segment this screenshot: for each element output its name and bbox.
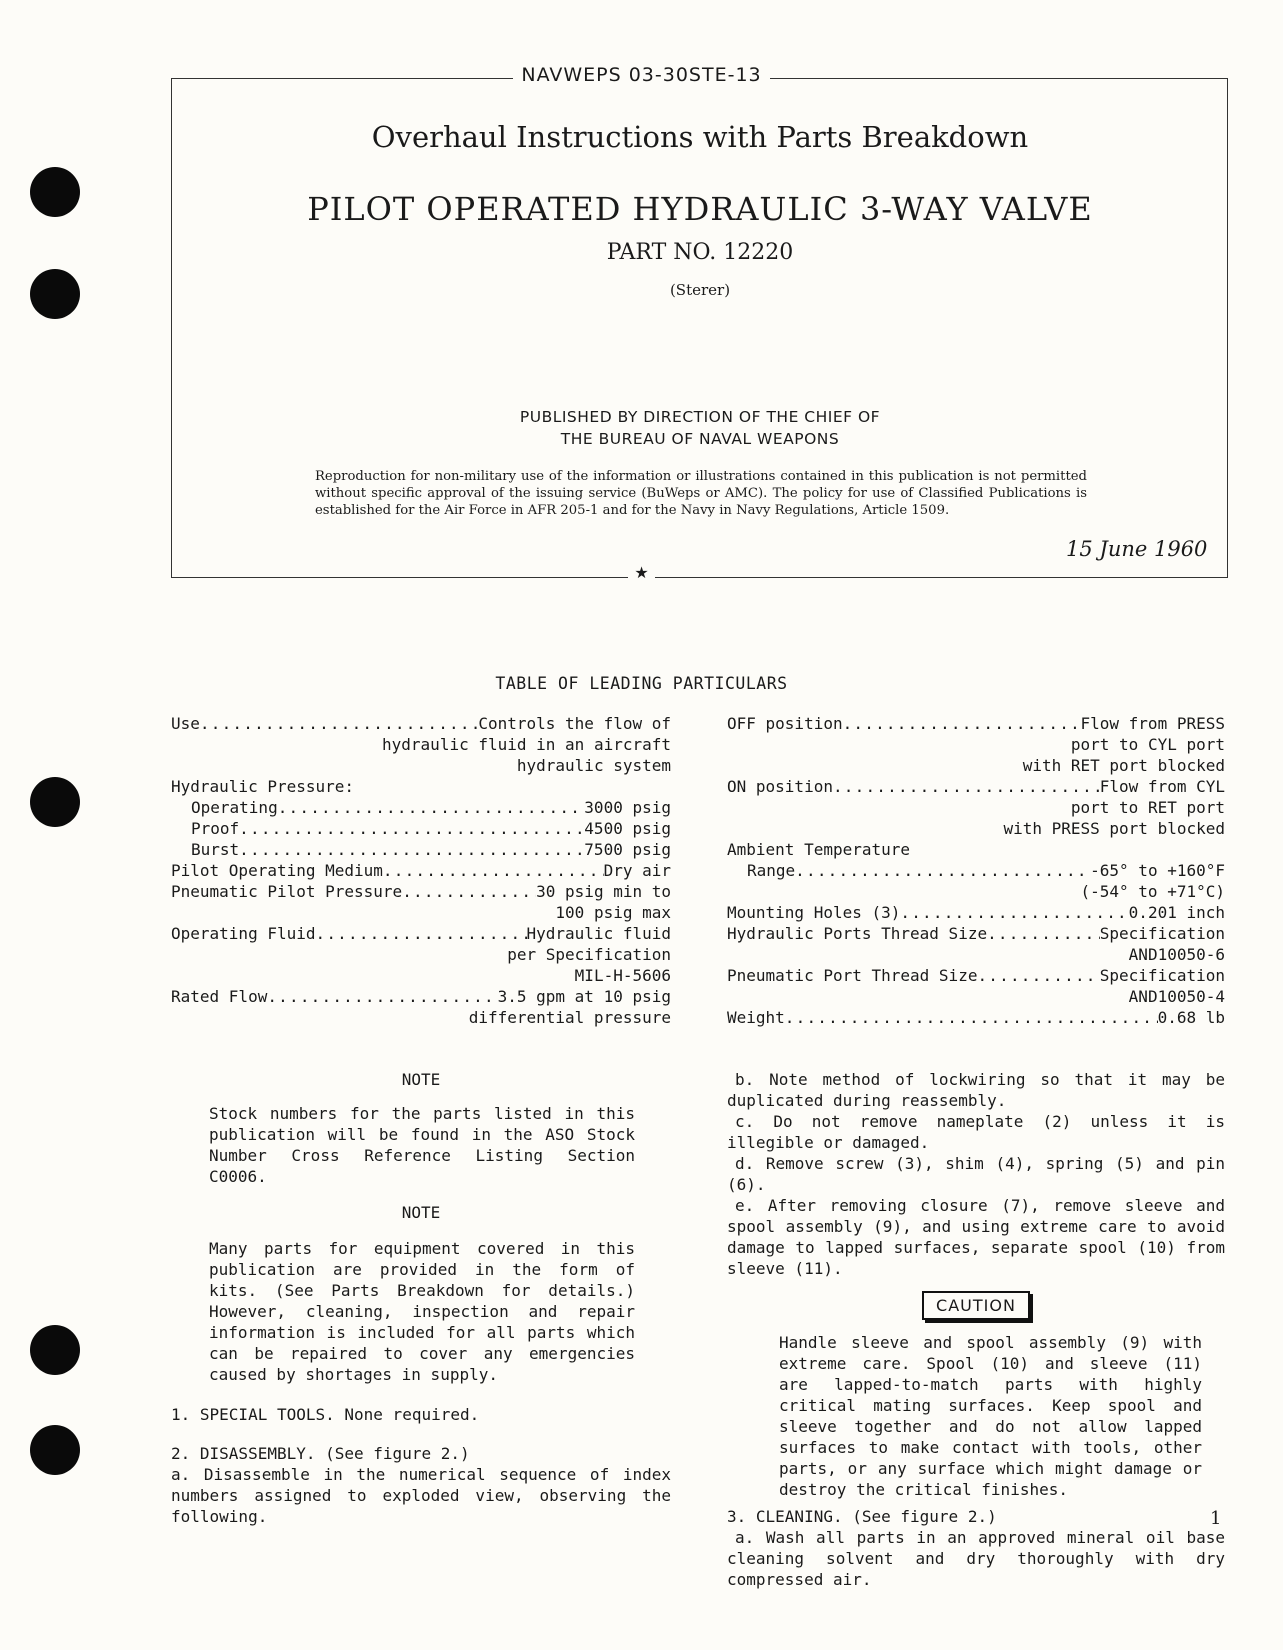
operating-fluid-value-2: per Specification bbox=[507, 945, 671, 964]
repro-line-3: established for the Air Force in AFR 205-1 and for the Navy in Navy Regulations, Article 1509. bbox=[315, 503, 950, 518]
burst-value: 7500 psig bbox=[584, 840, 671, 859]
mounting-holes-value: 0.201 inch bbox=[1128, 903, 1225, 922]
use-label: Use bbox=[171, 714, 200, 733]
pneumatic-thread-value-2: AND10050-4 bbox=[1128, 987, 1225, 1006]
pneumatic-thread-value: Specification bbox=[1099, 966, 1225, 985]
on-position-value-2: port to RET port bbox=[1070, 798, 1225, 817]
operating-fluid-label: Operating Fluid bbox=[171, 924, 316, 943]
cleaning-heading: 3. CLEANING. (See figure 2.) bbox=[727, 1507, 997, 1526]
step-e: e. After removing closure (7), remove sleeve and spool assembly (9), and using extreme care to avoid damage to lapped surfaces, separate spool (10) from sleeve (11). bbox=[727, 1196, 1225, 1278]
reproduction-notice bbox=[315, 468, 1087, 519]
step-b: b. Note method of lockwiring so that it may be duplicated during reassembly. bbox=[727, 1070, 1225, 1110]
published-by bbox=[171, 406, 1229, 450]
publication-date: 15 June 1960 bbox=[1066, 537, 1208, 561]
hydraulic-thread-value-2: AND10050-6 bbox=[1128, 945, 1225, 964]
use-value-2: hydraulic fluid in an aircraft bbox=[382, 735, 671, 754]
hydraulic-pressure-label: Hydraulic Pressure: bbox=[171, 777, 355, 796]
mounting-holes-label: Mounting Holes (3) bbox=[727, 903, 901, 922]
on-position-value-3: with PRESS port blocked bbox=[1003, 819, 1225, 838]
caution-text: Handle sleeve and spool assembly (9) with extreme care. Spool (10) and sleeve (11) are lapped-to-match parts with highly critical mating surfaces. Keep spool and sleeve together and do not allow lapped surfaces to make contact with tools, other parts, or any surface which might damage or destroy the critical finishes. bbox=[779, 1333, 1202, 1499]
off-position-value-3: with RET port blocked bbox=[1022, 756, 1225, 775]
repro-line-1: Reproduction for non-military use of the information or illustrations contained in this publication is not permitted bbox=[315, 469, 1087, 484]
published-line-1: PUBLISHED BY DIRECTION OF THE CHIEF OF bbox=[519, 408, 881, 426]
on-position-label: ON position bbox=[727, 777, 833, 796]
title-line-2: PILOT OPERATED HYDRAULIC 3-WAY VALVE bbox=[307, 190, 1093, 228]
off-position-label: OFF position bbox=[727, 714, 843, 733]
binder-hole-3 bbox=[30, 777, 80, 827]
pilot-medium-value: Dry air bbox=[603, 861, 671, 880]
hydraulic-thread-label: Hydraulic Ports Thread Size bbox=[727, 924, 988, 943]
part-number: PART NO. 12220 bbox=[606, 240, 794, 265]
operating-fluid-value-3: MIL-H-5606 bbox=[574, 966, 671, 985]
pilot-pressure-value: 30 psig min to bbox=[536, 882, 671, 901]
manufacturer: (Sterer) bbox=[669, 281, 731, 299]
off-position-value: Flow from PRESS bbox=[1080, 714, 1225, 733]
cleaning-a: a. Wash all parts in an approved mineral oil base cleaning solvent and dry thoroughly with dry compressed air. bbox=[727, 1528, 1225, 1589]
range-value: -65° to +160°F bbox=[1090, 861, 1225, 880]
weight-value: 0.68 lb bbox=[1157, 1008, 1225, 1027]
note-1-text: Stock numbers for the parts listed in this publication will be found in the ASO Stock Number Cross Reference Listing Section C0006. bbox=[209, 1104, 635, 1186]
star-ornament: ★ bbox=[628, 563, 654, 582]
range-label: Range bbox=[747, 861, 796, 880]
rated-flow-value: 3.5 gpm at 10 psig bbox=[497, 987, 671, 1006]
use-value-3: hydraulic system bbox=[516, 756, 671, 775]
burst-label: Burst bbox=[191, 840, 240, 859]
disassembly-a: a. Disassemble in the numerical sequence of index numbers assigned to exploded view, observing the following. bbox=[171, 1465, 671, 1526]
particulars-right bbox=[727, 713, 1225, 1028]
right-column bbox=[727, 1069, 1225, 1590]
step-c: c. Do not remove nameplate (2) unless it is illegible or damaged. bbox=[727, 1112, 1225, 1152]
rated-flow-label: Rated Flow bbox=[171, 987, 268, 1006]
hydraulic-thread-value: Specification bbox=[1099, 924, 1225, 943]
note-2-text: Many parts for equipment covered in this publication are provided in the form of kits. (See Parts Breakdown for details.) However, cleaning, inspection and repair information is included for all parts which can be repaired to cover any emergencies caused by shortages in supply. bbox=[209, 1239, 635, 1384]
weight-label: Weight bbox=[727, 1008, 785, 1027]
operating-fluid-value: Hydraulic fluid bbox=[526, 924, 671, 943]
step-d: d. Remove screw (3), shim (4), spring (5) and pin (6). bbox=[727, 1154, 1225, 1194]
special-tools: 1. SPECIAL TOOLS. None required. bbox=[171, 1405, 480, 1424]
page-number: 1 bbox=[1210, 1508, 1222, 1529]
ambient-temp-label: Ambient Temperature bbox=[727, 840, 911, 859]
repro-line-2: without specific approval of the issuing service (BuWeps or AMC). The policy for use of Classified Publications is bbox=[315, 486, 1087, 501]
pilot-pressure-value-2: 100 psig max bbox=[555, 903, 671, 922]
binder-hole-1 bbox=[30, 167, 80, 217]
binder-hole-2 bbox=[30, 269, 80, 319]
particulars-left bbox=[171, 713, 671, 1028]
proof-value: 4500 psig bbox=[584, 819, 671, 838]
use-value: Controls the flow of bbox=[478, 714, 671, 733]
caution-label: CAUTION bbox=[922, 1291, 1030, 1320]
on-position-value: Flow from CYL bbox=[1099, 777, 1225, 796]
note-2-heading: NOTE bbox=[401, 1203, 441, 1222]
off-position-value-2: port to CYL port bbox=[1070, 735, 1225, 754]
particulars-title: TABLE OF LEADING PARTICULARS bbox=[495, 674, 788, 693]
disassembly-heading: 2. DISASSEMBLY. (See figure 2.) bbox=[171, 1444, 470, 1463]
pneumatic-thread-label: Pneumatic Port Thread Size bbox=[727, 966, 978, 985]
range-value-2: (-54° to +71°C) bbox=[1080, 882, 1225, 901]
published-line-2: THE BUREAU OF NAVAL WEAPONS bbox=[560, 430, 840, 448]
pilot-medium-label: Pilot Operating Medium bbox=[171, 861, 383, 880]
note-1-heading: NOTE bbox=[401, 1070, 441, 1089]
binder-hole-5 bbox=[30, 1425, 80, 1475]
pilot-pressure-label: Pneumatic Pilot Pressure bbox=[171, 882, 403, 901]
binder-hole-4 bbox=[30, 1325, 80, 1375]
proof-label: Proof bbox=[191, 819, 240, 838]
operating-value: 3000 psig bbox=[584, 798, 671, 817]
left-column bbox=[171, 1069, 671, 1527]
rated-flow-value-2: differential pressure bbox=[468, 1008, 671, 1027]
title-line-1: Overhaul Instructions with Parts Breakdown bbox=[371, 120, 1029, 154]
doc-number: NAVWEPS 03-30STE-13 bbox=[513, 64, 769, 86]
operating-label: Operating bbox=[191, 798, 278, 817]
